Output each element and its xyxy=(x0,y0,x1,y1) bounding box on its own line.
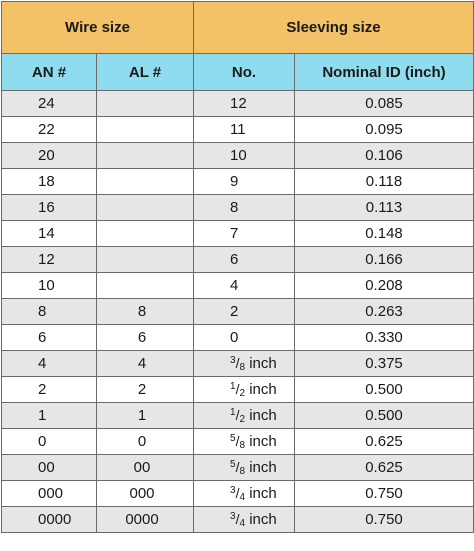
fraction-slash: / xyxy=(235,459,240,475)
fraction-numerator: 3 xyxy=(230,511,236,522)
fraction-slash: / xyxy=(235,355,240,371)
al-cell xyxy=(97,169,194,195)
wire-size-header: Wire size xyxy=(2,2,194,54)
an-cell: 14 xyxy=(2,221,97,247)
al-cell xyxy=(97,143,194,169)
al-cell xyxy=(97,247,194,273)
nominal-id-cell: 0.500 xyxy=(295,403,474,429)
fraction-denominator: 4 xyxy=(239,518,246,529)
sleeving-no-cell xyxy=(194,403,295,429)
an-cell: 12 xyxy=(2,247,97,273)
sleeving-no-cell: 12 xyxy=(194,91,295,117)
sleeving-no-cell xyxy=(194,429,295,455)
al-cell: 1 xyxy=(97,403,194,429)
sleeving-no-cell: 9 xyxy=(194,169,295,195)
table-row xyxy=(2,195,474,221)
al-cell: 2 xyxy=(97,377,194,403)
nominal-id-cell: 0.148 xyxy=(295,221,474,247)
al-cell xyxy=(97,221,194,247)
nominal-id-cell: 0.750 xyxy=(295,481,474,507)
sleeving-no-cell: 0 xyxy=(194,325,295,351)
fraction-numerator: 5 xyxy=(230,459,236,470)
fraction-denominator: 8 xyxy=(239,362,246,373)
group-header-row xyxy=(2,2,474,54)
nominal-id-cell: 0.085 xyxy=(295,91,474,117)
fraction-numerator: 1 xyxy=(230,381,236,392)
al-cell xyxy=(97,91,194,117)
an-cell: 1 xyxy=(2,403,97,429)
sleeving-no-cell: 10 xyxy=(194,143,295,169)
sleeving-no-cell xyxy=(194,351,295,377)
nominal-id-cell: 0.330 xyxy=(295,325,474,351)
al-cell: 00 xyxy=(97,455,194,481)
table-row xyxy=(2,507,474,533)
table-row xyxy=(2,481,474,507)
sleeving-no-cell: 8 xyxy=(194,195,295,221)
nominal-id-cell: 0.263 xyxy=(295,299,474,325)
fraction-denominator: 2 xyxy=(239,388,246,399)
table-row xyxy=(2,351,474,377)
al-cell: 6 xyxy=(97,325,194,351)
an-cell: 20 xyxy=(2,143,97,169)
fraction-slash: / xyxy=(235,381,240,397)
sleeving-no-cell xyxy=(194,507,295,533)
an-column-header: AN # xyxy=(2,54,97,91)
nominal-id-cell: 0.095 xyxy=(295,117,474,143)
fraction-denominator: 2 xyxy=(239,414,246,425)
table-body xyxy=(2,91,474,533)
fraction-unit: inch xyxy=(249,407,277,424)
fraction-unit: inch xyxy=(249,459,277,476)
fraction-slash: / xyxy=(235,511,240,527)
al-cell: 0000 xyxy=(97,507,194,533)
table-row xyxy=(2,247,474,273)
nominal-id-cell: 0.106 xyxy=(295,143,474,169)
an-cell: 18 xyxy=(2,169,97,195)
fraction-slash: / xyxy=(235,485,240,501)
fraction-numerator: 5 xyxy=(230,433,236,444)
an-cell: 8 xyxy=(2,299,97,325)
nominal-id-cell: 0.375 xyxy=(295,351,474,377)
fraction-unit: inch xyxy=(249,381,277,398)
table-row xyxy=(2,169,474,195)
nominal-id-cell: 0.625 xyxy=(295,455,474,481)
al-cell xyxy=(97,195,194,221)
fraction-slash: / xyxy=(235,407,240,423)
al-column-header: AL # xyxy=(97,54,194,91)
an-cell: 22 xyxy=(2,117,97,143)
sleeving-no-cell: 7 xyxy=(194,221,295,247)
al-cell: 000 xyxy=(97,481,194,507)
fraction-slash: / xyxy=(235,433,240,449)
al-cell xyxy=(97,117,194,143)
table-row xyxy=(2,299,474,325)
nominal-id-cell: 0.113 xyxy=(295,195,474,221)
al-cell: 8 xyxy=(97,299,194,325)
an-cell: 2 xyxy=(2,377,97,403)
nominal-id-cell: 0.118 xyxy=(295,169,474,195)
table-row xyxy=(2,91,474,117)
column-header-row xyxy=(2,54,474,91)
an-cell: 0 xyxy=(2,429,97,455)
table-row xyxy=(2,377,474,403)
fraction-unit: inch xyxy=(249,433,277,450)
an-cell: 24 xyxy=(2,91,97,117)
table-row xyxy=(2,429,474,455)
fraction-unit: inch xyxy=(249,485,277,502)
al-cell xyxy=(97,273,194,299)
table-row xyxy=(2,117,474,143)
fraction-numerator: 1 xyxy=(230,407,236,418)
an-cell: 6 xyxy=(2,325,97,351)
table-row xyxy=(2,455,474,481)
fraction-denominator: 8 xyxy=(239,440,246,451)
fraction-unit: inch xyxy=(249,511,277,528)
fraction-denominator: 8 xyxy=(239,466,246,477)
sleeving-no-cell: 4 xyxy=(194,273,295,299)
sleeving-size-header: Sleeving size xyxy=(194,2,474,54)
table-row xyxy=(2,143,474,169)
an-cell: 00 xyxy=(2,455,97,481)
nominal-id-cell: 0.208 xyxy=(295,273,474,299)
an-cell: 000 xyxy=(2,481,97,507)
sleeving-no-cell xyxy=(194,455,295,481)
al-cell: 4 xyxy=(97,351,194,377)
table-row xyxy=(2,325,474,351)
nominal-id-cell: 0.500 xyxy=(295,377,474,403)
fraction-denominator: 4 xyxy=(239,492,246,503)
table-row xyxy=(2,273,474,299)
nominal-id-cell: 0.166 xyxy=(295,247,474,273)
fraction-unit: inch xyxy=(249,355,277,372)
table-row xyxy=(2,403,474,429)
table-row xyxy=(2,221,474,247)
sleeving-no-cell xyxy=(194,481,295,507)
an-cell: 4 xyxy=(2,351,97,377)
sleeving-no-cell: 11 xyxy=(194,117,295,143)
no-column-header: No. xyxy=(194,54,295,91)
sleeving-size-table xyxy=(1,1,474,533)
sleeving-no-cell: 6 xyxy=(194,247,295,273)
al-cell: 0 xyxy=(97,429,194,455)
an-cell: 0000 xyxy=(2,507,97,533)
nominal-id-column-header: Nominal ID (inch) xyxy=(295,54,474,91)
nominal-id-cell: 0.750 xyxy=(295,507,474,533)
nominal-id-cell: 0.625 xyxy=(295,429,474,455)
fraction-numerator: 3 xyxy=(230,355,236,366)
sleeving-no-cell xyxy=(194,377,295,403)
an-cell: 16 xyxy=(2,195,97,221)
sleeving-no-cell: 2 xyxy=(194,299,295,325)
an-cell: 10 xyxy=(2,273,97,299)
fraction-numerator: 3 xyxy=(230,485,236,496)
